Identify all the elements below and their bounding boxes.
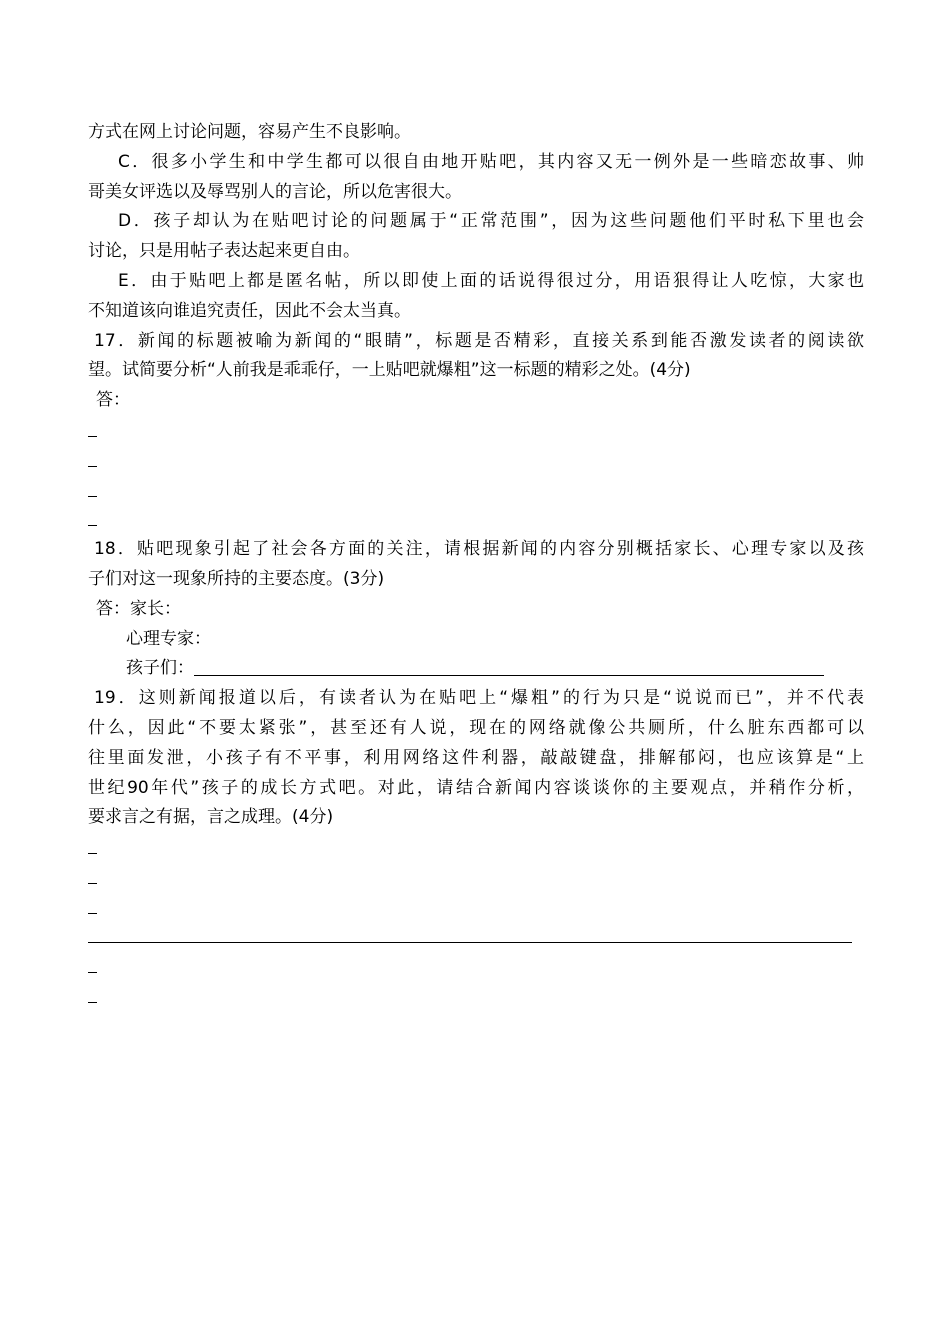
option-d-line2: 讨论，只是用帖子表达起来更自由。 bbox=[88, 241, 360, 262]
question-19-line4: 世纪90年代”孩子的成长方式吧。对此，请结合新闻内容谈谈你的主要观点，并稍作分析， bbox=[88, 777, 864, 798]
question-18-parents-label: 答：家长： bbox=[96, 598, 181, 619]
exam-page bbox=[88, 118, 864, 1012]
option-c-line1: C．很多小学生和中学生都可以很自由地开贴吧，其内容又无一例外是一些暗恋故事、帅 bbox=[118, 151, 864, 172]
question-19-line3: 往里面发泄，小孩子有不平事，利用网络这件利器，敲敲键盘，排解郁闷，也应该算是“上 bbox=[88, 747, 864, 768]
answer-blank-dash[interactable] bbox=[88, 833, 98, 863]
question-19-line2: 什么，因此“不要太紧张”，甚至还有人说，现在的网络就像公共厕所，什么脏东西都可以 bbox=[88, 717, 864, 738]
option-b-tail: 方式在网上讨论问题，容易产生不良影响。 bbox=[88, 122, 411, 142]
kids-answer-blank[interactable] bbox=[194, 675, 824, 676]
question-19-line5: 要求言之有据，言之成理。(4分) bbox=[88, 807, 334, 828]
question-18-expert-label: 心理专家： bbox=[126, 628, 211, 649]
option-d-line1: D．孩子却认为在贴吧讨论的问题属于“正常范围”，因为这些问题他们平时私下里也会 bbox=[118, 211, 864, 232]
answer-blank-dash[interactable] bbox=[88, 893, 98, 923]
answer-blank-dash[interactable] bbox=[88, 416, 98, 446]
answer-blank-dash[interactable] bbox=[88, 952, 98, 982]
answer-blank-dash[interactable] bbox=[88, 505, 98, 535]
question-18-line1: 18．贴吧现象引起了社会各方面的关注，请根据新闻的内容分别概括家长、心理专家以及孩 bbox=[94, 539, 864, 560]
question-18-kids-row bbox=[88, 654, 864, 684]
answer-rule-line[interactable] bbox=[88, 923, 864, 953]
question-17-answer-label: 答： bbox=[96, 390, 130, 411]
answer-blank-dash[interactable] bbox=[88, 863, 98, 893]
option-e-line2: 不知道该向谁追究责任，因此不会太当真。 bbox=[88, 300, 411, 321]
question-17-line1: 17．新闻的标题被喻为新闻的“眼睛”，标题是否精彩，直接关系到能否激发读者的阅读欲 bbox=[94, 330, 864, 351]
question-18-line2: 子们对这一现象所持的主要态度。(3分) bbox=[88, 568, 385, 589]
answer-blank-dash[interactable] bbox=[88, 446, 98, 476]
option-c-line2: 哥美女评选以及辱骂别人的言论，所以危害很大。 bbox=[88, 181, 462, 202]
question-17-line2: 望。试简要分析“人前我是乖乖仔，一上贴吧就爆粗”这一标题的精彩之处。(4分) bbox=[88, 360, 691, 381]
question-18-kids-label: 孩子们： bbox=[126, 658, 194, 679]
question-19-line1: 19．这则新闻报道以后，有读者认为在贴吧上“爆粗”的行为只是“说说而已”，并不代表 bbox=[94, 688, 864, 709]
answer-blank-dash[interactable] bbox=[88, 476, 98, 506]
option-e-line1: E．由于贴吧上都是匿名帖，所以即使上面的话说得很过分，用语狠得让人吃惊，大家也 bbox=[118, 270, 864, 291]
answer-blank-dash[interactable] bbox=[88, 982, 98, 1012]
